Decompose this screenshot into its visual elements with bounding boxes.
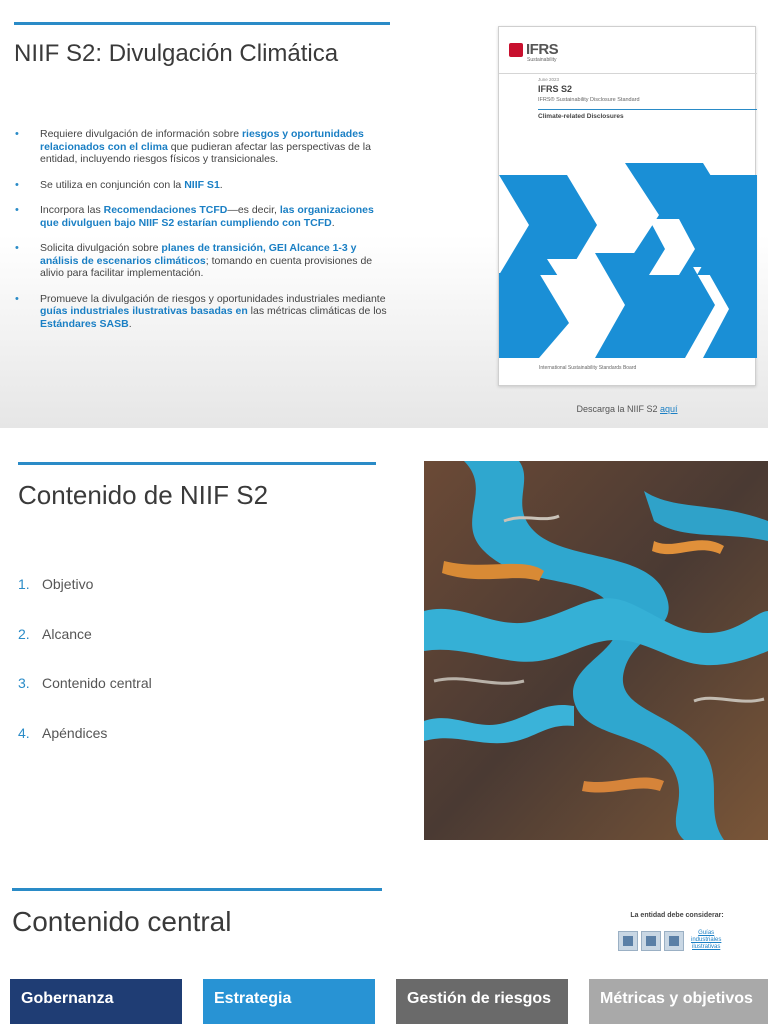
bullet-item [14, 293, 394, 331]
item-label: Apéndices [42, 724, 108, 741]
item-number: 3. [18, 675, 30, 691]
bullet-text: Requiere divulgación de información sobre [40, 128, 242, 140]
guide-book-icon [664, 931, 684, 951]
slide-niif-s2-overview [0, 0, 768, 428]
bullet-text: . [128, 317, 132, 330]
bullet-item [14, 242, 394, 280]
bullet-text: . [331, 216, 335, 229]
slide-core-content [0, 868, 768, 1024]
highlight-text: las organizaciones que divulguen bajo NIIF S2 estarían cumpliendo con TCFD [40, 204, 374, 229]
bullet-item [14, 204, 394, 229]
bullet-list [14, 128, 394, 343]
cover-code: IFRS S2 [538, 84, 573, 94]
ifrs-brand: IFRS [526, 41, 559, 58]
download-link[interactable]: aquí [660, 404, 678, 414]
bullet-item [14, 179, 394, 192]
ifrs-brand-sub: Sustainability [527, 57, 557, 63]
highlight-text: Recomendaciones TCFD [103, 204, 228, 216]
bullet-text: que pudieran afectar las perspectivas de la entidad, incluyendo riesgos físicos y transicionales. [40, 140, 371, 165]
guides-link[interactable] [691, 930, 721, 951]
page-title: Contenido central [12, 906, 232, 937]
bullet-text: las métricas climáticas de los [247, 305, 387, 317]
bullet-text: Se utiliza en conjunción con la [40, 178, 185, 191]
download-note [498, 404, 756, 414]
list-item [18, 626, 152, 676]
cover-name: Climate-related Disclosures [538, 113, 624, 120]
bullet-item [14, 128, 394, 166]
card-risk-management: Gestión de riesgos [396, 979, 568, 1024]
list-item [18, 675, 152, 725]
guides-link-line: industriales [691, 937, 722, 943]
aerial-river-photo [424, 461, 768, 840]
list-item [18, 576, 152, 626]
cover-footer: International Sustainability Standards Board [539, 365, 637, 371]
guides-link-line: ilustrativas [692, 944, 721, 950]
title-accent-bar [14, 22, 390, 25]
highlight-text: guías industriales ilustrativas basadas en [40, 305, 248, 317]
highlight-text: planes de transición, GEI Alcance 1-3 y análisis de escenarios climáticos [40, 242, 357, 267]
item-number: 1. [18, 576, 30, 592]
item-label: Alcance [42, 625, 92, 642]
card-metrics-targets: Métricas y objetivos [589, 979, 768, 1024]
highlight-text: NIIF S1 [184, 178, 220, 191]
download-text: Descarga la NIIF S2 [576, 404, 660, 414]
bullet-text: ; tomando en cuenta provisiones de alivio para facilitar implementación. [40, 254, 373, 279]
bullet-text: Incorpora las [40, 204, 104, 216]
industry-guides[interactable] [618, 930, 721, 951]
item-label: Contenido central [42, 675, 152, 691]
cover-accent-rule [538, 109, 757, 110]
page-title: Contenido de NIIF S2 [18, 480, 269, 510]
cover-hexagon-art [499, 163, 757, 358]
contents-list [18, 576, 152, 774]
title-accent-bar [12, 888, 382, 891]
page-title: NIIF S2: Divulgación Climática [14, 40, 339, 67]
ifrs-s2-cover[interactable] [498, 26, 756, 386]
consider-label: La entidad debe considerar: [630, 912, 724, 919]
ifrs-logo [509, 41, 558, 58]
slide-niif-s2-contents [0, 428, 768, 868]
guide-book-icon [618, 931, 638, 951]
guides-link-line: Guías [698, 930, 715, 936]
bullet-text: —es decir, [227, 204, 280, 216]
card-governance: Gobernanza [10, 979, 182, 1024]
bullet-text: Solicita divulgación sobre [40, 242, 162, 254]
bullet-text: Promueve la divulgación de riesgos y oportunidades industriales mediante [40, 292, 386, 305]
item-label: Objetivo [42, 576, 94, 592]
guide-book-icon [641, 931, 661, 951]
item-number: 2. [18, 625, 30, 642]
bullet-text: . [219, 178, 223, 191]
highlight-text: Estándares SASB [40, 317, 129, 330]
card-strategy: Estrategia [203, 979, 375, 1024]
list-item [18, 725, 152, 775]
title-accent-bar [18, 462, 376, 465]
cover-date: June 2023 [538, 77, 560, 82]
cover-divider [499, 73, 757, 74]
item-number: 4. [18, 724, 30, 741]
ifrs-logo-icon [509, 43, 523, 57]
cover-standard: IFRS® Sustainability Disclosure Standard [538, 97, 640, 103]
highlight-text: riesgos y oportunidades relacionados con el clima [40, 128, 364, 153]
